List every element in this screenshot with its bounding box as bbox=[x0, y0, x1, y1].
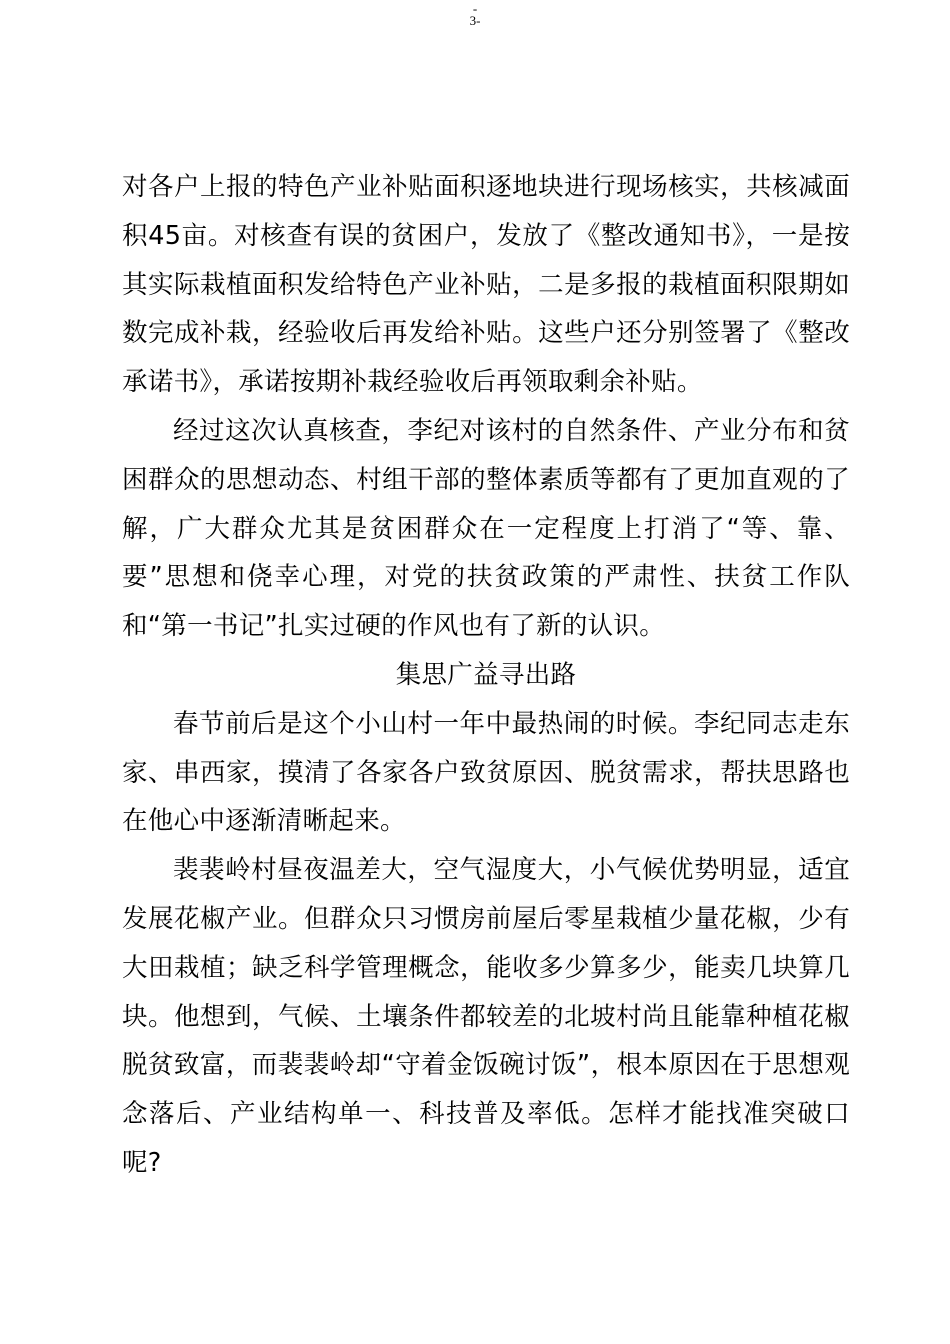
paragraph: 裴裴岭村昼夜温差大，空气湿度大，小气候优势明显，适宜发展花椒产业。但群众只习惯房前屋后零星栽植少量花椒，少有大田栽植；缺乏科学管理概念，能收多少算多少，能卖几块算几块。他想到，气候、土壤条件都较差的北坡村尚且能靠种植花椒脱贫致富，而裴裴岭却“守着金饭碗讨饭”，根本原因在于思想观念落后、产业结构单一、科技普及率低。怎样才能找准突破口呢? bbox=[122, 855, 850, 1178]
paragraph: 经过这次认真核查，李纪对该村的自然条件、产业分布和贫困群众的思想动态、村组干部的整体素质等都有了更加直观的了解，广大群众尤其是贫困群众在一定程度上打消了“等、靠、要”思想和侥幸心理，对党的扶贫政策的严肃性、扶贫工作队和“第一书记”扎实过硬的作风也有了新的认识。 bbox=[122, 415, 850, 642]
paragraph-continued: 对各户上报的特色产业补贴面积逐地块进行现场核实，共核减面积45亩。对核查有误的贫困户，发放了《整改通知书》，一是按其实际栽植面积发给特色产业补贴，二是多报的栽植面积限期如数完成补栽，经验收后再发给补贴。这些户还分别签署了《整改承诺书》，承诺按期补栽经验收后再领取剩余补贴。 bbox=[122, 172, 850, 398]
header-dash: - bbox=[472, 1, 478, 16]
page-number: 3- bbox=[469, 13, 481, 28]
document-body bbox=[122, 163, 850, 1188]
paragraph: 春节前后是这个小山村一年中最热闹的时候。李纪同志走东家、串西家，摸清了各家各户致贫原因、脱贫需求，帮扶思路也在他心中逐渐清晰起来。 bbox=[122, 708, 850, 837]
section-heading: 集思广益寻出路 bbox=[395, 659, 577, 690]
page-header bbox=[0, 2, 950, 27]
